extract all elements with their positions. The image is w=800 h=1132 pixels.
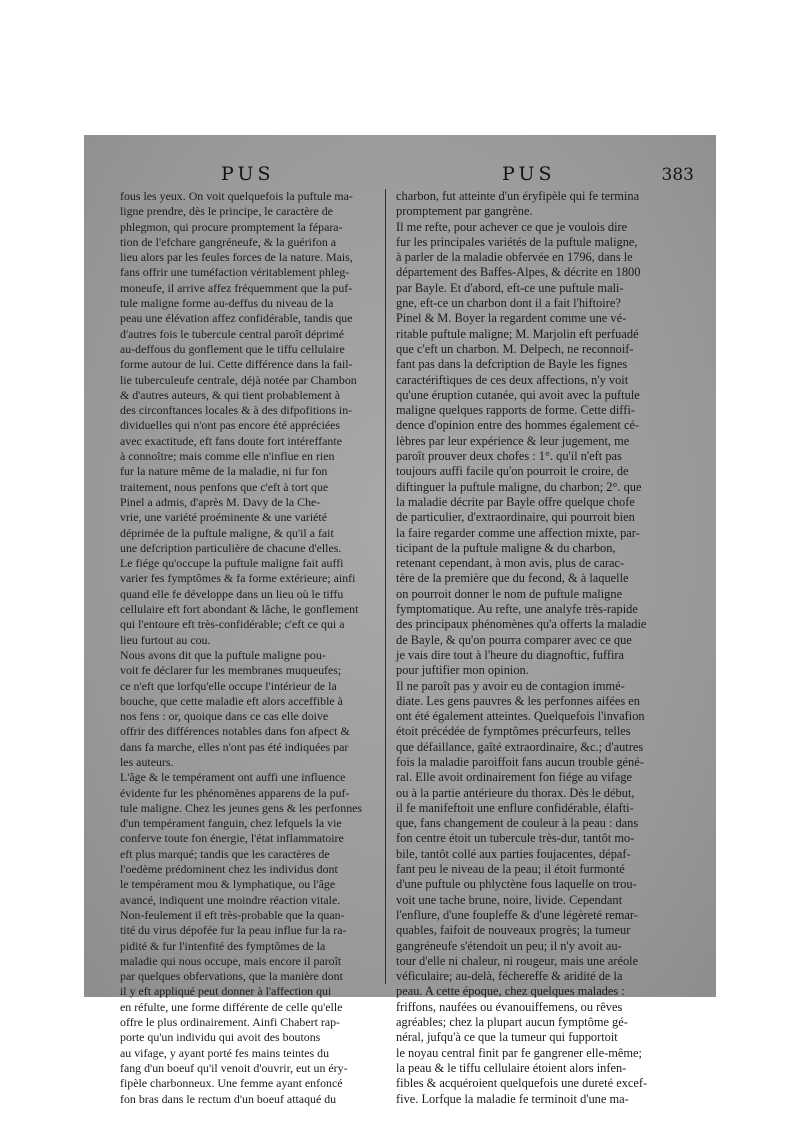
- text-line: gangréneufe s'étendoit un peu; il n'y avoit au-: [396, 938, 622, 953]
- text-line: la faire regarder comme une affection mixte, par-: [396, 525, 640, 540]
- text-line: par quelques obfervations, que la manière dont: [120, 969, 343, 984]
- text-line: l'oedème prédominent chez les individus dont: [120, 862, 338, 877]
- text-line: néral, jufqu'à ce que la tumeur qui fupportoit: [396, 1030, 618, 1045]
- text-line: Nous avons dit que la puftule maligne pou-: [120, 647, 326, 662]
- text-line: une defcription particulière de chacune d'elles.: [120, 540, 342, 555]
- text-line: five. Lorfque la maladie fe terminoit d'une ma-: [396, 1091, 629, 1106]
- text-line: en réfulte, une forme différente de celle qu'elle: [120, 999, 343, 1014]
- text-line: ritable puftule maligne; M. Marjolin eft perfuadé: [396, 326, 639, 341]
- running-head-left: PUS: [221, 163, 275, 185]
- text-line: charbon, fut atteinte d'un éryfipèle qui fe termina: [396, 189, 640, 203]
- text-line: lieu alors par les feules forces de la nature. Mais,: [120, 250, 353, 265]
- text-line: & d'autres auteurs, & qui tient probablement à: [120, 387, 341, 402]
- text-line: fibles & acquéroient quelquefois une dureté excef-: [396, 1076, 648, 1091]
- text-line: des principaux phénomènes qu'a offerts la maladie: [396, 617, 647, 632]
- text-line: maladie qui nous occupe, mais encore il paroît: [120, 953, 342, 968]
- text-line: avancé, indiquent une moindre réaction vitale.: [120, 892, 341, 907]
- text-line: la maladie décrite par Bayle offre quelque chofe: [396, 494, 635, 509]
- text-line: lieu furtout au cou.: [120, 632, 211, 647]
- text-line: déprimée de la puftule maligne, & qu'il a fait: [120, 525, 334, 540]
- text-line: fous les yeux. On voit quelquefois la puftule ma-: [120, 189, 353, 203]
- text-line: il y eft appliqué peut donner à l'affection qui: [120, 984, 332, 999]
- text-line: ligne prendre, dès le principe, le caractère de: [120, 204, 333, 219]
- scanned-page: [84, 135, 716, 1106]
- text-line: peau une élévation affez confidérable, tandis que: [120, 311, 353, 326]
- text-line: fans offrir une tuméfaction véritablement phleg-: [120, 265, 350, 280]
- text-line: département des Baffes-Alpes, & décrite en 1800: [396, 265, 641, 280]
- text-line: quand elle fe développe dans un lieu où le tiffu: [120, 586, 344, 601]
- text-line: L'âge & le tempérament ont auffi une influence: [120, 770, 346, 785]
- text-line: paroît prouver deux chofes : 1°. qu'il n'eft pas: [396, 449, 622, 464]
- text-line: les auteurs.: [120, 754, 174, 769]
- text-line: maligne quelques rapports de forme. Cette diffi-: [396, 403, 635, 418]
- text-line: évidente fur les phénomènes apparens de la puf-: [120, 785, 350, 800]
- text-line: pidité & fur l'intenfité des fymptômes de la: [120, 938, 326, 953]
- text-line: que c'eft un charbon. M. Delpech, ne reconnoif-: [396, 341, 634, 356]
- text-line: fur les principales variétés de la puftule maligne,: [396, 234, 638, 249]
- text-line: lèbres par leur expérience & leur jugement, me: [396, 433, 630, 448]
- text-line: il fe manifeftoit une enflure confidérable, élafti-: [396, 800, 634, 815]
- text-line: ont été également atteintes. Quelquefois l'invafion: [396, 709, 645, 724]
- text-line: d'un tempérament fanguin, chez lefquels la vie: [120, 816, 342, 831]
- text-line: voit fe déclarer fur les membranes muqueufes;: [120, 663, 342, 678]
- text-line: vrie, une variété proéminente & une variété: [120, 510, 328, 525]
- text-line: traitement, nous penfons que c'eft à tort que: [120, 479, 329, 494]
- text-line: l'enflure, d'une foupleffe & d'une légèreté remar-: [396, 907, 638, 922]
- text-line: Le fiége qu'occupe la puftule maligne fait auffi: [120, 556, 344, 571]
- text-line: quables, faifoit de nouveaux progrès; la tumeur: [396, 923, 631, 938]
- text-line: des circonftances locales & à des difpofitions in-: [120, 403, 353, 418]
- text-line: gne, eft-ce un charbon dont il a fait l'hiftoire?: [396, 296, 621, 311]
- text-column-left: [120, 189, 362, 1107]
- text-line: peau. A cette époque, chez quelques malades :: [396, 984, 625, 999]
- text-line: fang d'un boeuf qu'il venoit d'ouvrir, eut un éry-: [120, 1060, 348, 1075]
- text-line: véficulaire; au-delà, féchereffe & aridité de la: [396, 969, 623, 984]
- text-line: dividuelles qui n'ont pas encore été appréciées: [120, 418, 341, 433]
- text-line: toujours auffi facile qu'on pourroit le croire, de: [396, 464, 629, 479]
- text-line: diate. Les gens pauvres & les perfonnes aifées en: [396, 693, 640, 708]
- text-line: fant pas dans la defcription de Bayle les fignes: [396, 357, 628, 372]
- text-line: promptement par gangrène.: [396, 204, 533, 219]
- column-divider: [385, 189, 386, 984]
- text-line: que, fans changement de couleur à la peau : dans: [396, 816, 639, 831]
- text-line: retenant cependant, à mon avis, plus de carac-: [396, 556, 625, 571]
- text-line: de particulier, d'extraordinaire, qui pourroit bien: [396, 510, 635, 525]
- text-line: Non-feulement il eft très-probable que la quan-: [120, 907, 345, 922]
- text-line: tour d'elle ni chaleur, ni rougeur, mais une aréole: [396, 953, 639, 968]
- text-line: offrir des différences notables dans fon afpect &: [120, 724, 350, 739]
- text-line: pour juftifier mon opinion.: [396, 663, 529, 678]
- text-line: diftinguer la puftule maligne, du charbon; 2°. que: [396, 479, 642, 494]
- text-line: fymptomatique. Au refte, une analyfe très-rapide: [396, 602, 638, 617]
- text-line: par Bayle. Et d'abord, eft-ce une puftule mali-: [396, 280, 624, 295]
- text-line: tion de l'efchare gangréneufe, & la guérifon a: [120, 234, 337, 249]
- text-line: au-deffous du gonflement que le tiffu cellulaire: [120, 341, 345, 356]
- text-line: la peau & le tiffu cellulaire étoient alors infen-: [396, 1060, 627, 1075]
- text-line: qu'une éruption cutanée, qui avoit avec la puftule: [396, 387, 640, 402]
- text-line: Pinel & M. Boyer la regardent comme une vé-: [396, 311, 627, 326]
- text-line: ce n'eft que lorfqu'elle occupe l'intérieur de la: [120, 678, 337, 693]
- text-line: bouche, que cette maladie eft alors acceffible à: [120, 693, 343, 708]
- text-line: je vais dire tout à l'heure du diagnoftic, fuffira: [396, 647, 625, 662]
- text-line: Il me refte, pour achever ce que je voulois dire: [396, 219, 628, 234]
- text-line: fon centre étoit un tubercule très-dur, tantôt mo-: [396, 831, 635, 846]
- text-line: agréables; chez la plupart aucun fymptôme gé-: [396, 1015, 628, 1030]
- text-column-right: [396, 189, 668, 1107]
- text-line: friffons, naufées ou évanouiffemens, ou rêves: [396, 999, 623, 1014]
- text-line: que défaillance, gaîté extraordinaire, &c.; d'autres: [396, 739, 644, 754]
- text-line: à connoître; mais comme elle n'influe en rien: [120, 449, 335, 464]
- text-line: le noyau central finit par fe gangrener elle-même;: [396, 1045, 642, 1060]
- text-line: tule maligne. Chez les jeunes gens & les perfonnes: [120, 800, 363, 815]
- text-line: on pourroit donner le nom de puftule maligne: [396, 586, 623, 601]
- text-line: cellulaire eft fort abondant & lâche, le gonflement: [120, 602, 359, 617]
- running-head-right: PUS: [502, 163, 556, 185]
- text-line: tère de la première que du fecond, & à laquelle: [396, 571, 629, 586]
- text-line: moneufe, il arrive affez fréquemment que la puf-: [120, 280, 353, 295]
- text-line: Il ne paroît pas y avoir eu de contagion immé-: [396, 678, 625, 693]
- text-line: lie tuberculeufe centrale, déjà notée par Chambon: [120, 372, 357, 387]
- page-number: 383: [661, 165, 694, 185]
- text-line: dans fa marche, elles n'ont pas été indiquées par: [120, 739, 349, 754]
- text-line: phlegmon, qui procure promptement la fépara-: [120, 219, 343, 234]
- text-line: forme autour de lui. Cette différence dans la fail-: [120, 357, 353, 372]
- text-line: ou à la partie antérieure du thorax. Dès le début,: [396, 785, 635, 800]
- text-line: tité du virus dépofée fur la peau influe fur la ra-: [120, 923, 347, 938]
- text-line: voit une tache brune, noire, livide. Cependant: [396, 892, 623, 907]
- text-line: fon bras dans le rectum d'un boeuf attaqué du: [120, 1091, 337, 1106]
- text-line: fant peu le niveau de la peau; il étoit furmonté: [396, 862, 625, 877]
- text-line: fipèle charbonneux. Une femme ayant enfoncé: [120, 1076, 343, 1091]
- text-line: avec exactitude, eft fans doute fort intéreffante: [120, 433, 342, 448]
- text-line: fur la nature même de la maladie, ni fur fon: [120, 464, 328, 479]
- text-line: de Bayle, & qu'on pourra comparer avec ce que: [396, 632, 632, 647]
- text-line: Pinel a admis, d'après M. Davy de la Che-: [120, 494, 321, 509]
- text-line: étoit précédée de fymptômes précurfeurs, telles: [396, 724, 631, 739]
- text-line: fois la maladie paroiffoit fans aucun trouble géné-: [396, 754, 644, 769]
- text-line: au vifage, y ayant porté fes mains teintes du: [120, 1045, 330, 1060]
- text-line: à parler de la maladie obfervée en 1796, dans le: [396, 250, 633, 265]
- text-line: d'autres fois le tubercule central paroît déprimé: [120, 326, 345, 341]
- text-line: ral. Elle avoit ordinairement fon fiége au vifage: [396, 770, 633, 785]
- text-line: offre le plus ordinairement. Ainfi Chabert rap-: [120, 1015, 341, 1030]
- text-line: ticipant de la puftule maligne & du charbon,: [396, 540, 616, 555]
- text-line: caractériftiques de ces deux affections, n'y voit: [396, 372, 629, 387]
- text-line: porte qu'un individu qui avoit des boutons: [120, 1030, 321, 1045]
- text-line: d'une puftule ou phlyctène fous laquelle on trou-: [396, 877, 637, 892]
- text-line: dence d'opinion entre des hommes également cé-: [396, 418, 640, 433]
- text-line: varier fes fymptômes & fa forme extérieure; ainfi: [120, 571, 356, 586]
- text-line: qui l'entoure eft très-confidérable; c'eft ce qui a: [120, 617, 345, 632]
- text-line: le tempérament mou & lymphatique, ou l'âge: [120, 877, 336, 892]
- text-line: tule maligne forme au-deffus du niveau de la: [120, 296, 334, 311]
- text-line: conferve toute fon énergie, l'état inflammatoire: [120, 831, 344, 846]
- text-line: nos fens : or, quoique dans ce cas elle doive: [120, 709, 329, 724]
- text-line: eft plus marqué; tandis que les caractères de: [120, 846, 330, 861]
- text-line: bile, tantôt collé aux parties foujacentes, dépaf-: [396, 846, 631, 861]
